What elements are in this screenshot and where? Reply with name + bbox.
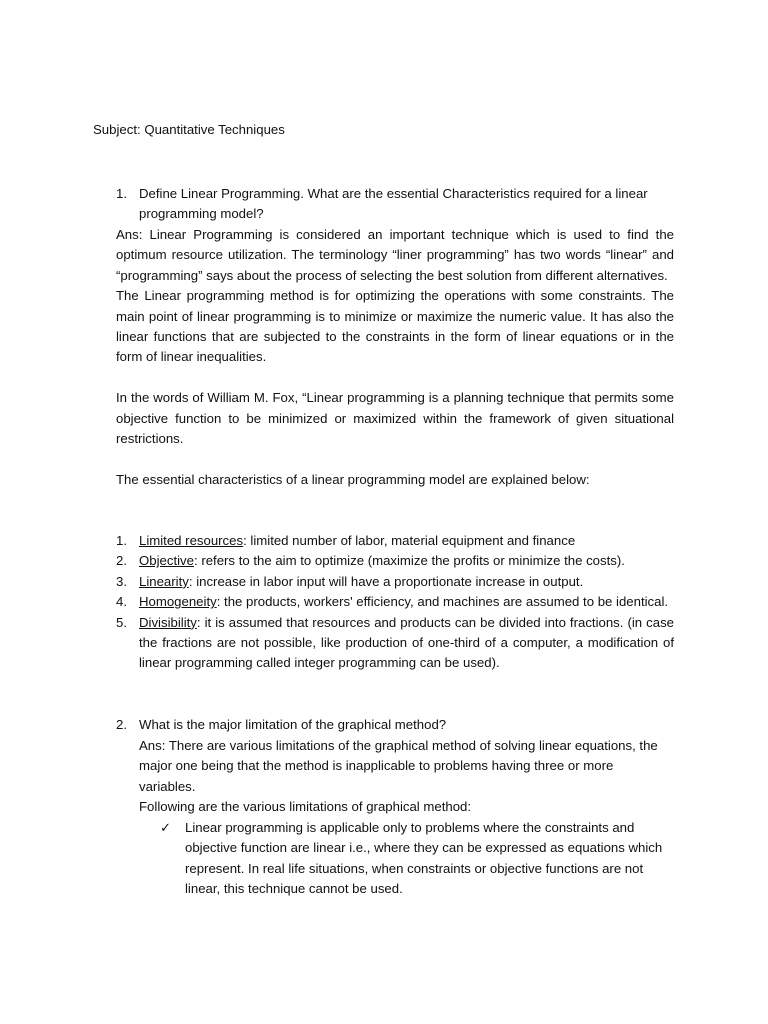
list-item bbox=[116, 551, 674, 571]
list-item-text: refers to the aim to optimize (maximize the profits or minimize the costs). bbox=[197, 553, 625, 569]
list-item bbox=[116, 613, 674, 674]
list-item-text: it is assumed that resources and products can be divided into fractions. (in case the fractions are not possible, like production of one-third of a computer, a modification of linear programming called integer programming can be used). bbox=[139, 614, 674, 671]
list-item-colon: : bbox=[193, 553, 198, 569]
list-item-term: Objective bbox=[139, 553, 194, 569]
limitation-item: Linear programming is applicable only to problems where the constraints and objective function are linear i.e., where they can be expressed as equations which represent. In real life situations, when constraints or objective functions are not linear, this technique cannot be used. bbox=[185, 820, 663, 897]
list-item-colon: : bbox=[216, 594, 221, 610]
list-item-text: limited number of labor, material equipment and finance bbox=[246, 533, 576, 548]
answer-2-paragraph-1: Ans: There are various limitations of the graphical method of solving linear equations, the major one being that the method is inapplicable to problems having three or more variables. bbox=[139, 738, 658, 794]
question-2-number: 2. bbox=[116, 717, 127, 732]
answer-1-paragraph-4: The essential characteristics of a linear programming model are explained below: bbox=[116, 471, 590, 487]
characteristics-list bbox=[116, 531, 674, 674]
answer-1-paragraph-1: Ans: Linear Programming is considered an important technique which is used to find the optimum resource utilization. The terminology “liner programming” has two words “linear” and “programming” says about the process of selecting the best solution from different alternatives. bbox=[116, 227, 674, 283]
limitations-list bbox=[160, 818, 675, 900]
list-item-term: Homogeneity bbox=[139, 594, 217, 610]
question-1-number: 1. bbox=[116, 186, 127, 201]
list-item-number: 1. bbox=[116, 533, 127, 548]
list-item-number: 2. bbox=[116, 553, 127, 569]
question-2-answer bbox=[139, 736, 659, 818]
list-item-term: Limited resources bbox=[139, 533, 244, 548]
question-2 bbox=[116, 715, 674, 735]
list-item-term: Divisibility bbox=[139, 614, 197, 630]
question-2-text: What is the major limitation of the graphical method? bbox=[139, 717, 447, 732]
list-item-number: 5. bbox=[116, 614, 127, 630]
list-item-text: the products, workers' efficiency, and machines are assumed to be identical. bbox=[220, 594, 669, 610]
list-item bbox=[116, 531, 674, 551]
list-item-colon: : bbox=[196, 614, 201, 630]
list-item-number: 4. bbox=[116, 594, 127, 610]
subject-heading: Subject: Quantitative Techniques bbox=[93, 122, 285, 137]
checkmark-icon: ✓ bbox=[160, 820, 172, 835]
answer-1-paragraph-2: The Linear programming method is for optimizing the operations with some constraints. The main point of linear programming is to minimize or maximize the numeric value. It has also the linear functions that are subjected to the constraints in the form of linear equations or in the form of linear inequalities. bbox=[116, 288, 674, 365]
answer-1-paragraph-3: In the words of William M. Fox, “Linear programming is a planning technique that permits some objective function to be minimized or maximized within the framework of given situational restrictions. bbox=[116, 390, 674, 447]
question-1-answer bbox=[116, 225, 674, 490]
question-1 bbox=[116, 184, 674, 225]
list-item-number: 3. bbox=[116, 573, 127, 589]
question-1-text: Define Linear Programming. What are the essential Characteristics required for a linear programming model? bbox=[139, 186, 648, 222]
list-item-term: Linearity bbox=[139, 573, 189, 589]
list-item-text: increase in labor input will have a proportionate increase in output. bbox=[192, 573, 584, 589]
list-item bbox=[116, 572, 674, 592]
list-item-colon: : bbox=[243, 533, 247, 548]
list-item-colon: : bbox=[188, 573, 193, 589]
list-item bbox=[116, 592, 674, 612]
answer-2-paragraph-2: Following are the various limitations of graphical method: bbox=[139, 799, 472, 815]
